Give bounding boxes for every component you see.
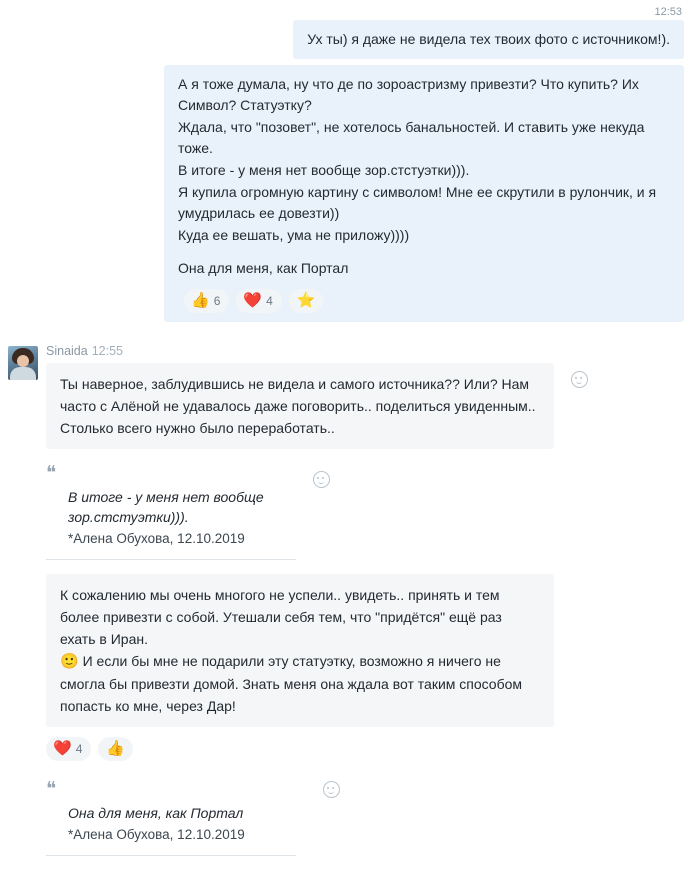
message-text: В итоге - у меня нет вообще зор.стстуэтки))). — [178, 162, 470, 178]
reaction-count: 6 — [213, 294, 221, 308]
thumbs-up-icon: 👍 — [106, 740, 126, 757]
avatar[interactable] — [8, 346, 38, 380]
reaction-bar — [46, 737, 692, 761]
incoming-message-bubble[interactable] — [46, 574, 554, 727]
bottom-spacer — [46, 856, 692, 874]
message-text: Ух ты) я даже не видела тех твоих фото с источником!). — [307, 31, 670, 47]
message-text: К сожалению мы очень многого не успели.. увидеть.. принять и тем более привезти с собой. Утешали себя тем, что "придётся" ещё раз ехать в Иран. — [60, 587, 502, 647]
quote-text: Она для меня, как Портал — [68, 805, 244, 821]
outgoing-message-row — [0, 65, 692, 322]
incoming-message-block — [0, 334, 692, 874]
reaction-thumbs-up[interactable] — [98, 737, 133, 761]
reaction-count: 4 — [266, 294, 273, 308]
reaction-heart[interactable] — [46, 737, 91, 761]
reaction-thumbs-up[interactable] — [184, 289, 229, 313]
add-reaction-smiley-icon[interactable] — [571, 371, 588, 388]
outgoing-message-row — [0, 20, 692, 65]
incoming-message-bubble[interactable] — [46, 363, 554, 449]
star-icon: ⭐ — [296, 292, 316, 309]
sender-name[interactable]: Sinaida — [46, 344, 88, 358]
quote-author: *Алена Обухова, 12.10.2019 — [68, 827, 245, 842]
quote-author: *Алена Обухова, 12.10.2019 — [68, 531, 245, 546]
sender-line — [46, 344, 692, 358]
message-text: Она для меня, как Портал — [178, 260, 349, 276]
sender-time: 12:55 — [91, 344, 123, 358]
reaction-star[interactable] — [289, 289, 324, 313]
quoted-message[interactable] — [46, 463, 296, 560]
text-spacer — [178, 246, 670, 258]
message-text: И если бы мне не подарили эту статуэтку, возможно я ничего не смогла бы привезти домой. Знать меня она ждала вот таким способом попасть ко мне, через Дар! — [60, 653, 523, 714]
message-text: Куда ее вешать, ума не приложу)))) — [178, 227, 410, 243]
heart-icon: ❤️ — [243, 292, 263, 309]
add-reaction-smiley-icon[interactable] — [323, 781, 340, 798]
quote-mark-icon: ❝ — [46, 463, 55, 484]
quote-text: В итоге - у меня нет вообще зор.стстуэтки))). — [68, 489, 264, 525]
add-reaction-smiley-icon[interactable] — [313, 471, 330, 488]
message-text: А я тоже думала, ну что де по зороастризму привезти? Что купить? Их Символ? Статуэтку? — [178, 76, 639, 113]
avatar-body — [10, 367, 36, 380]
outgoing-message-bubble[interactable] — [164, 65, 684, 322]
quoted-message[interactable] — [46, 779, 296, 856]
message-text: Ты наверное, заблудившись не видела и самого источника?? Или? Нам часто с Алёной не удавалось даже поговорить.. поделиться увиденным.. Столько всего нужно было переработать.. — [60, 376, 536, 436]
outgoing-message-bubble[interactable] — [293, 20, 684, 59]
message-text: Ждала, что "позовет", не хотелось банальностей. И ставить уже некуда тоже. — [178, 119, 645, 156]
heart-icon: ❤️ — [53, 740, 72, 757]
message-timestamp: 12:53 — [654, 6, 682, 18]
message-text: Я купила огромную картину с символом! Мне ее скрутили в рулончик, и я умудрилась ее довезти)) — [178, 184, 657, 221]
reaction-heart[interactable] — [236, 289, 281, 313]
slight-smile-icon: 🙂 — [60, 653, 79, 670]
reaction-bar — [178, 289, 670, 313]
message-text-continued — [60, 650, 540, 717]
avatar-face — [17, 355, 29, 367]
reaction-count: 4 — [75, 742, 83, 756]
quote-mark-icon: ❝ — [46, 779, 55, 800]
thumbs-up-icon: 👍 — [191, 292, 210, 309]
